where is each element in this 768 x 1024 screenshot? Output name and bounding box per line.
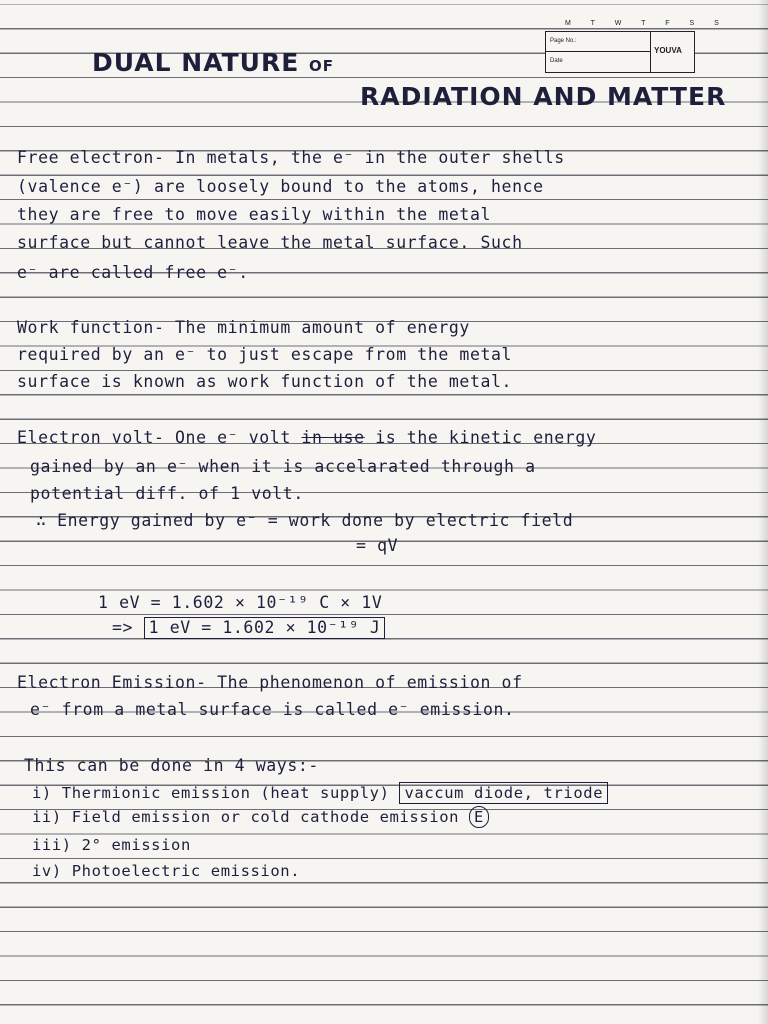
- list-item: [32, 806, 489, 828]
- note-line: (valence e⁻) are loosely bound to the atoms, hence: [17, 177, 544, 196]
- note-line: e⁻ are called free e⁻.: [17, 263, 249, 282]
- list-item: [32, 782, 608, 804]
- brand-label: YOUVA: [654, 46, 682, 55]
- note-segment: Electron volt- One e⁻ volt: [17, 428, 291, 447]
- note-line: Electron Emission- The phenomenon of emission of: [17, 673, 523, 692]
- note-line: Free electron- In metals, the e⁻ in the outer shells: [17, 148, 565, 167]
- weekday-strip: M T W T F S S: [565, 20, 728, 27]
- page-edge-shadow: [758, 0, 768, 1024]
- page-no-label: Page No.:: [546, 32, 650, 52]
- note-line: Work function- The minimum amount of energy: [17, 318, 470, 337]
- meta-fields: [546, 32, 651, 72]
- formula-line: [112, 617, 385, 639]
- implies-arrow: =>: [112, 618, 134, 637]
- note-line: required by an e⁻ to just escape from the metal: [17, 345, 513, 364]
- note-line: = qV: [356, 536, 399, 555]
- note-line: ∴ Energy gained by e⁻ = work done by electric field: [36, 511, 574, 530]
- note-line: they are free to move easily within the metal: [17, 205, 492, 224]
- note-line: [17, 428, 596, 447]
- note-segment: is the kinetic energy: [375, 428, 597, 447]
- date-label: Date: [550, 58, 563, 64]
- page-meta-box: [545, 31, 695, 73]
- list-item: iii) 2° emission: [32, 836, 191, 854]
- circled-note: E: [469, 806, 489, 828]
- page-title-line1: [92, 48, 334, 77]
- page-title-line2: RADIATION AND MATTER: [360, 82, 727, 111]
- list-item: iv) Photoelectric emission.: [32, 862, 301, 880]
- note-line: e⁻ from a metal surface is called e⁻ emission.: [30, 700, 515, 719]
- note-line: surface but cannot leave the metal surface. Such: [17, 233, 523, 252]
- boxed-note: vaccum diode, triode: [399, 782, 608, 804]
- struck-text: in use: [301, 428, 365, 447]
- note-line: This can be done in 4 ways:-: [24, 756, 319, 775]
- note-segment: ii) Field emission or cold cathode emission: [32, 808, 460, 826]
- note-line: gained by an e⁻ when it is accelarated through a: [30, 457, 536, 476]
- title-main: DUAL NATURE: [92, 48, 300, 77]
- title-of: OF: [309, 57, 334, 75]
- note-line: potential diff. of 1 volt.: [30, 484, 304, 503]
- boxed-result: 1 eV = 1.602 × 10⁻¹⁹ J: [144, 617, 386, 639]
- note-segment: i) Thermionic emission (heat supply): [32, 784, 390, 802]
- note-line: surface is known as work function of the metal.: [17, 372, 513, 391]
- formula-line: 1 eV = 1.602 × 10⁻¹⁹ C × 1V: [98, 593, 383, 612]
